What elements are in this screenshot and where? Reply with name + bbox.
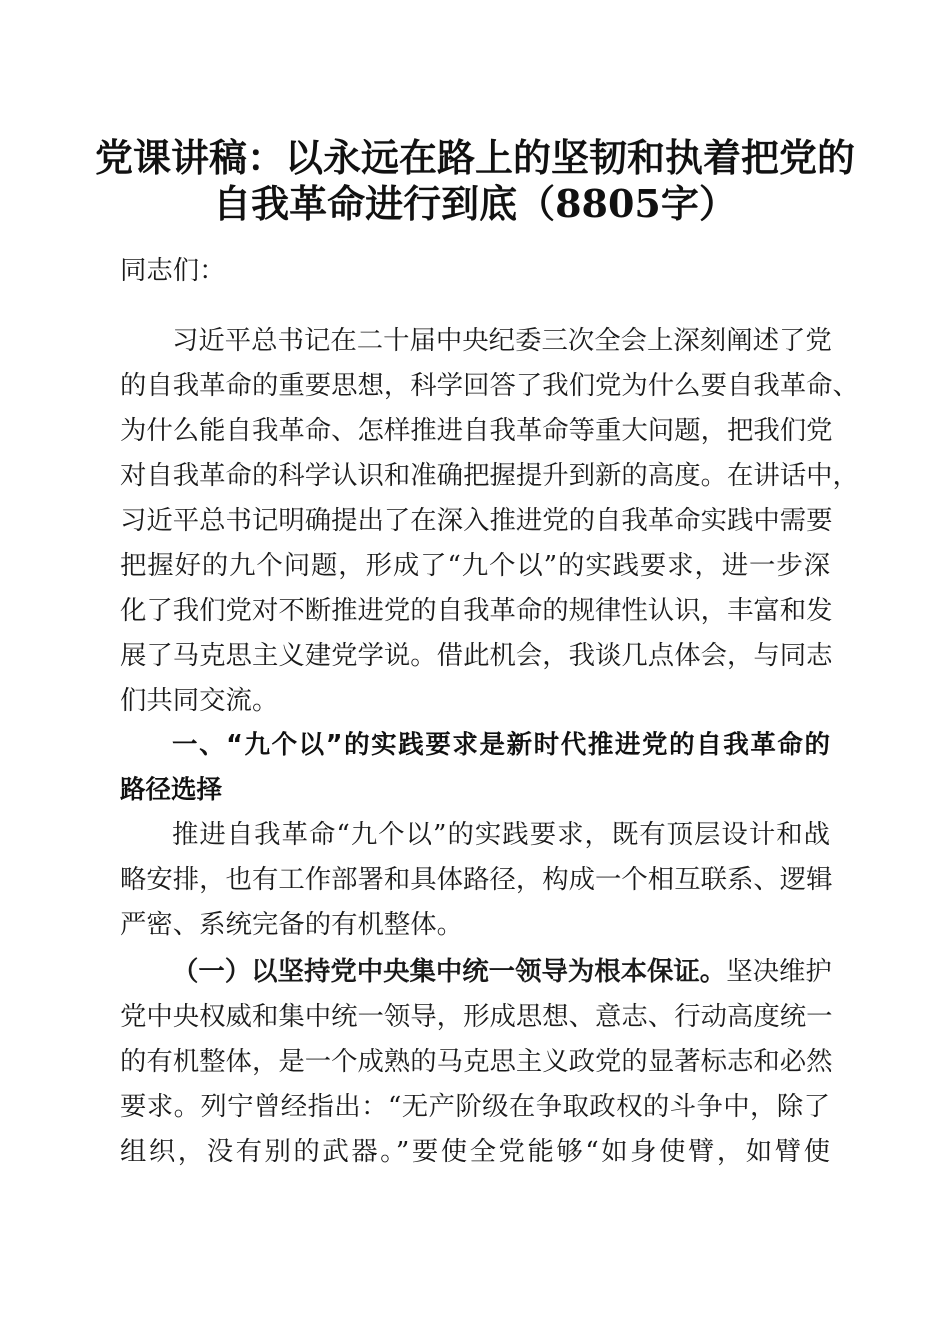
intro-line: 们共同交流。 [120,685,279,716]
document-title-line-2: 自我革命进行到底（8805字） [213,181,737,226]
subsection-first-line [172,950,830,994]
intro-line: 为什么能自我革命、怎样推进自我革命等重大问题，把我们党 [120,415,833,446]
intro-line: 把握好的九个问题，形成了“九个以”的实践要求，进一步深 [120,550,830,581]
intro-line: 习近平总书记明确提出了在深入推进党的自我革命实践中需要 [120,505,833,536]
subsection-first-line-rest: 坚决维护 [726,956,832,987]
section-heading-line: 路径选择 [120,775,223,805]
section-heading-line: 一、“九个以”的实践要求是新时代推进党的自我革命的 [172,730,830,760]
section-para-line: 略安排，也有工作部署和具体路径，构成一个相互联系、逻辑 [120,864,833,895]
section-para-line: 严密、系统完备的有机整体。 [120,909,464,940]
intro-line: 化了我们党对不断推进党的自我革命的规律性认识，丰富和发 [120,595,833,626]
subsection-heading: （一）以坚持党中央集中统一领导为根本保证。 [172,956,727,987]
intro-line: 习近平总书记在二十届中央纪委三次全会上深刻阐述了党 [172,325,832,356]
subsection-line: 要求。列宁曾经指出：“无产阶级在争取政权的斗争中，除了 [120,1091,830,1122]
subsection-line: 的有机整体，是一个成熟的马克思主义政党的显著标志和必然 [120,1046,833,1077]
intro-line: 对自我革命的科学认识和准确把握提升到新的高度。在讲话中， [120,460,859,491]
subsection-line: 党中央权威和集中统一领导，形成思想、意志、行动高度统一 [120,1001,833,1032]
subsection-line: 组织，没有别的武器。”要使全党能够“如身使臂，如臂使 [120,1136,830,1167]
section-para-line: 推进自我革命“九个以”的实践要求，既有顶层设计和战 [172,819,830,850]
salutation: 同志们： [120,255,226,286]
intro-line: 的自我革命的重要思想，科学回答了我们党为什么要自我革命、 [120,370,859,401]
intro-line: 展了马克思主义建党学说。借此机会，我谈几点体会，与同志 [120,640,833,671]
document-title-line-1: 党课讲稿：以永远在路上的坚韧和执着把党的 [94,135,855,180]
